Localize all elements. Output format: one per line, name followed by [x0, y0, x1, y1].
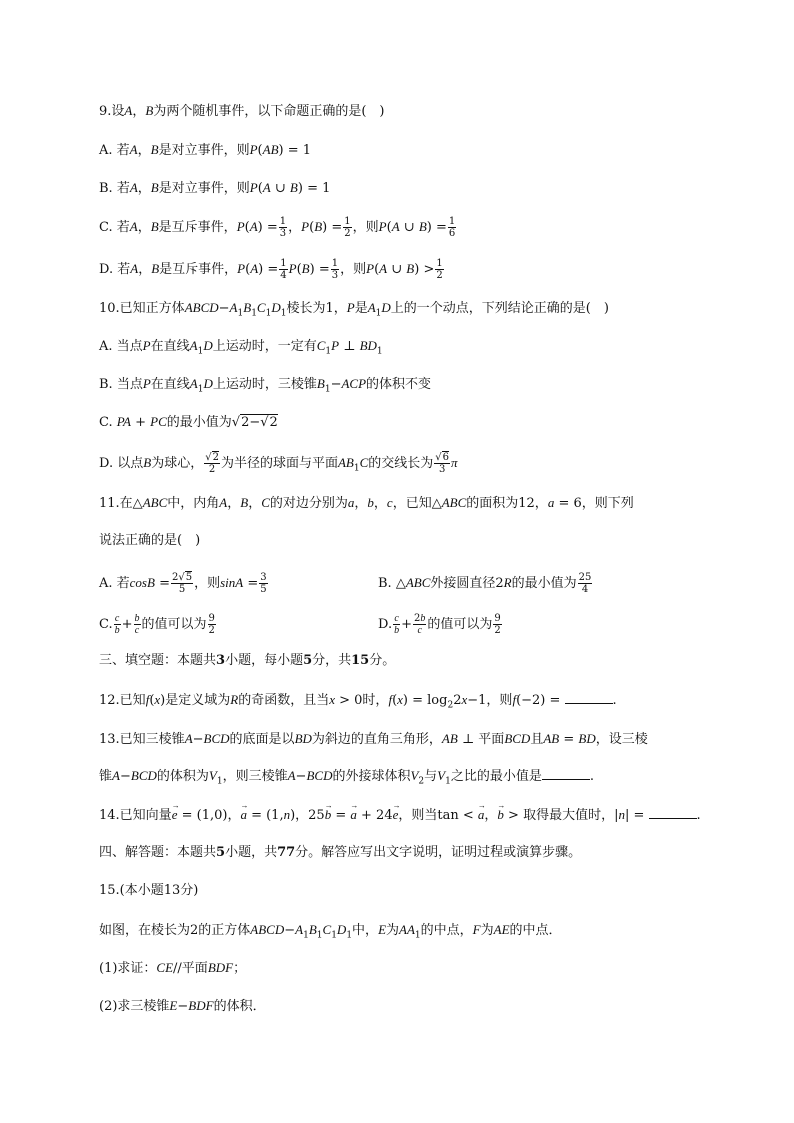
q11-stem-line1: 11.在△ABC中，内角A，B，C的对边分别为a，b，c，已知△ABC的面积为12，a = 6，则下列: [99, 495, 634, 511]
q11-option-c: C. $\frac{c}{b}$ + $\frac{b}{c}$ 的值可以为 $\frac{9}{2}$ D. $\frac{c}{b}$ + $\frac{2b}{c}$ 的值可以为 $\frac{9}{2}$: [99, 613, 501, 636]
q15-head: 15.(本小题13分): [99, 883, 199, 898]
q10-option-b: B. 当点P在直线$A_1D$上运动时，三棱锥$B_1-ACP$的体积不变: [99, 376, 432, 395]
q10-option-c: C. PA + PC的最小值为√2−√2: [99, 414, 278, 430]
q9-option-d: D. 若A，B是互斥事件，P(A) = $\frac{1}{4}$ P(B) = $\frac{1}{3}$ ，则P(A ∪ B) > $\frac{1}{2}$: [99, 258, 443, 281]
q13-answer-blank[interactable]: [542, 767, 590, 780]
q10-stem: 10.已知正方体$ABCD-A_1B_1C_1D_1$棱长为1，P是$A_1D$上的一个动点，下列结论正确的是( ): [99, 300, 609, 319]
q13-line2: 锥A−BCD的体积为$V_1$，则三棱锥A−BCD的外接球体积$V_2$与$V_1$之比的最小值是 .: [99, 768, 595, 787]
q12: 12.已知f(x)是定义域为R的奇函数，且当x > 0时，$f(x) = \log_22x-1$，则f(−2) = .: [99, 692, 617, 711]
section-4-heading: 四、解答题：本题共5小题，共77分。解答应写出文字说明，证明过程或演算步骤。: [99, 845, 582, 860]
q15-body: 如图，在棱长为2的正方体$ABCD-A_1B_1C_1D_1$中，E为$AA_1$的中点，F为AE的中点．: [99, 922, 562, 941]
q15-part2: (2)求三棱锥E−BDF的体积．: [99, 998, 266, 1014]
q10-option-d: D. 以点B为球心， $\frac{√2}{2}$ 为半径的球面与平面$AB_1C$的交线长为 $\frac{√6}{3}$ π: [99, 452, 458, 475]
q9-option-a: A. 若A，B是对立事件，则P(AB) = 1: [99, 142, 312, 158]
q11-stem-line2: 说法正确的是( ): [99, 533, 201, 548]
q10-option-a: A. 当点P在直线$A_1D$上运动时，一定有$C_1P$ ⊥ $BD_1$: [99, 338, 383, 357]
q13-line1: 13.已知三棱锥A−BCD的底面是以BD为斜边的直角三角形，AB ⊥ 平面BCD且AB = BD，设三棱: [99, 731, 648, 747]
q14: 14.已知向量→ e = (1,0)，→ a = (1,n)，25→ b = → a + 24→ e，则当tan < → a，→ b > 取得最大值时，|n| = .: [99, 805, 704, 826]
section-3-heading: 三、填空题：本题共3小题，每小题5分，共15分。: [99, 653, 396, 668]
q9-option-b: B. 若A，B是对立事件，则P(A ∪ B) = 1: [99, 180, 331, 196]
q11-option-a: A. 若cosB = $\frac{2√5}{5}$ ，则sinA = $\frac{3}{5}$ B. △ABC外接圆直径2R的最小值为 $\frac{25}{4}$: [99, 572, 592, 595]
q14-answer-blank[interactable]: [649, 806, 697, 819]
q9-option-c: C. 若A，B是互斥事件，P(A) = $\frac{1}{3}$ ，P(B) = $\frac{1}{2}$ ，则P(A ∪ B) = $\frac{1}{6}$: [99, 216, 456, 239]
q12-answer-blank[interactable]: [565, 691, 613, 704]
q9-stem: 9.设A，B为两个随机事件，以下命题正确的是( ): [99, 103, 385, 119]
q15-part1: (1)求证：CE//平面BDF；: [99, 960, 247, 976]
